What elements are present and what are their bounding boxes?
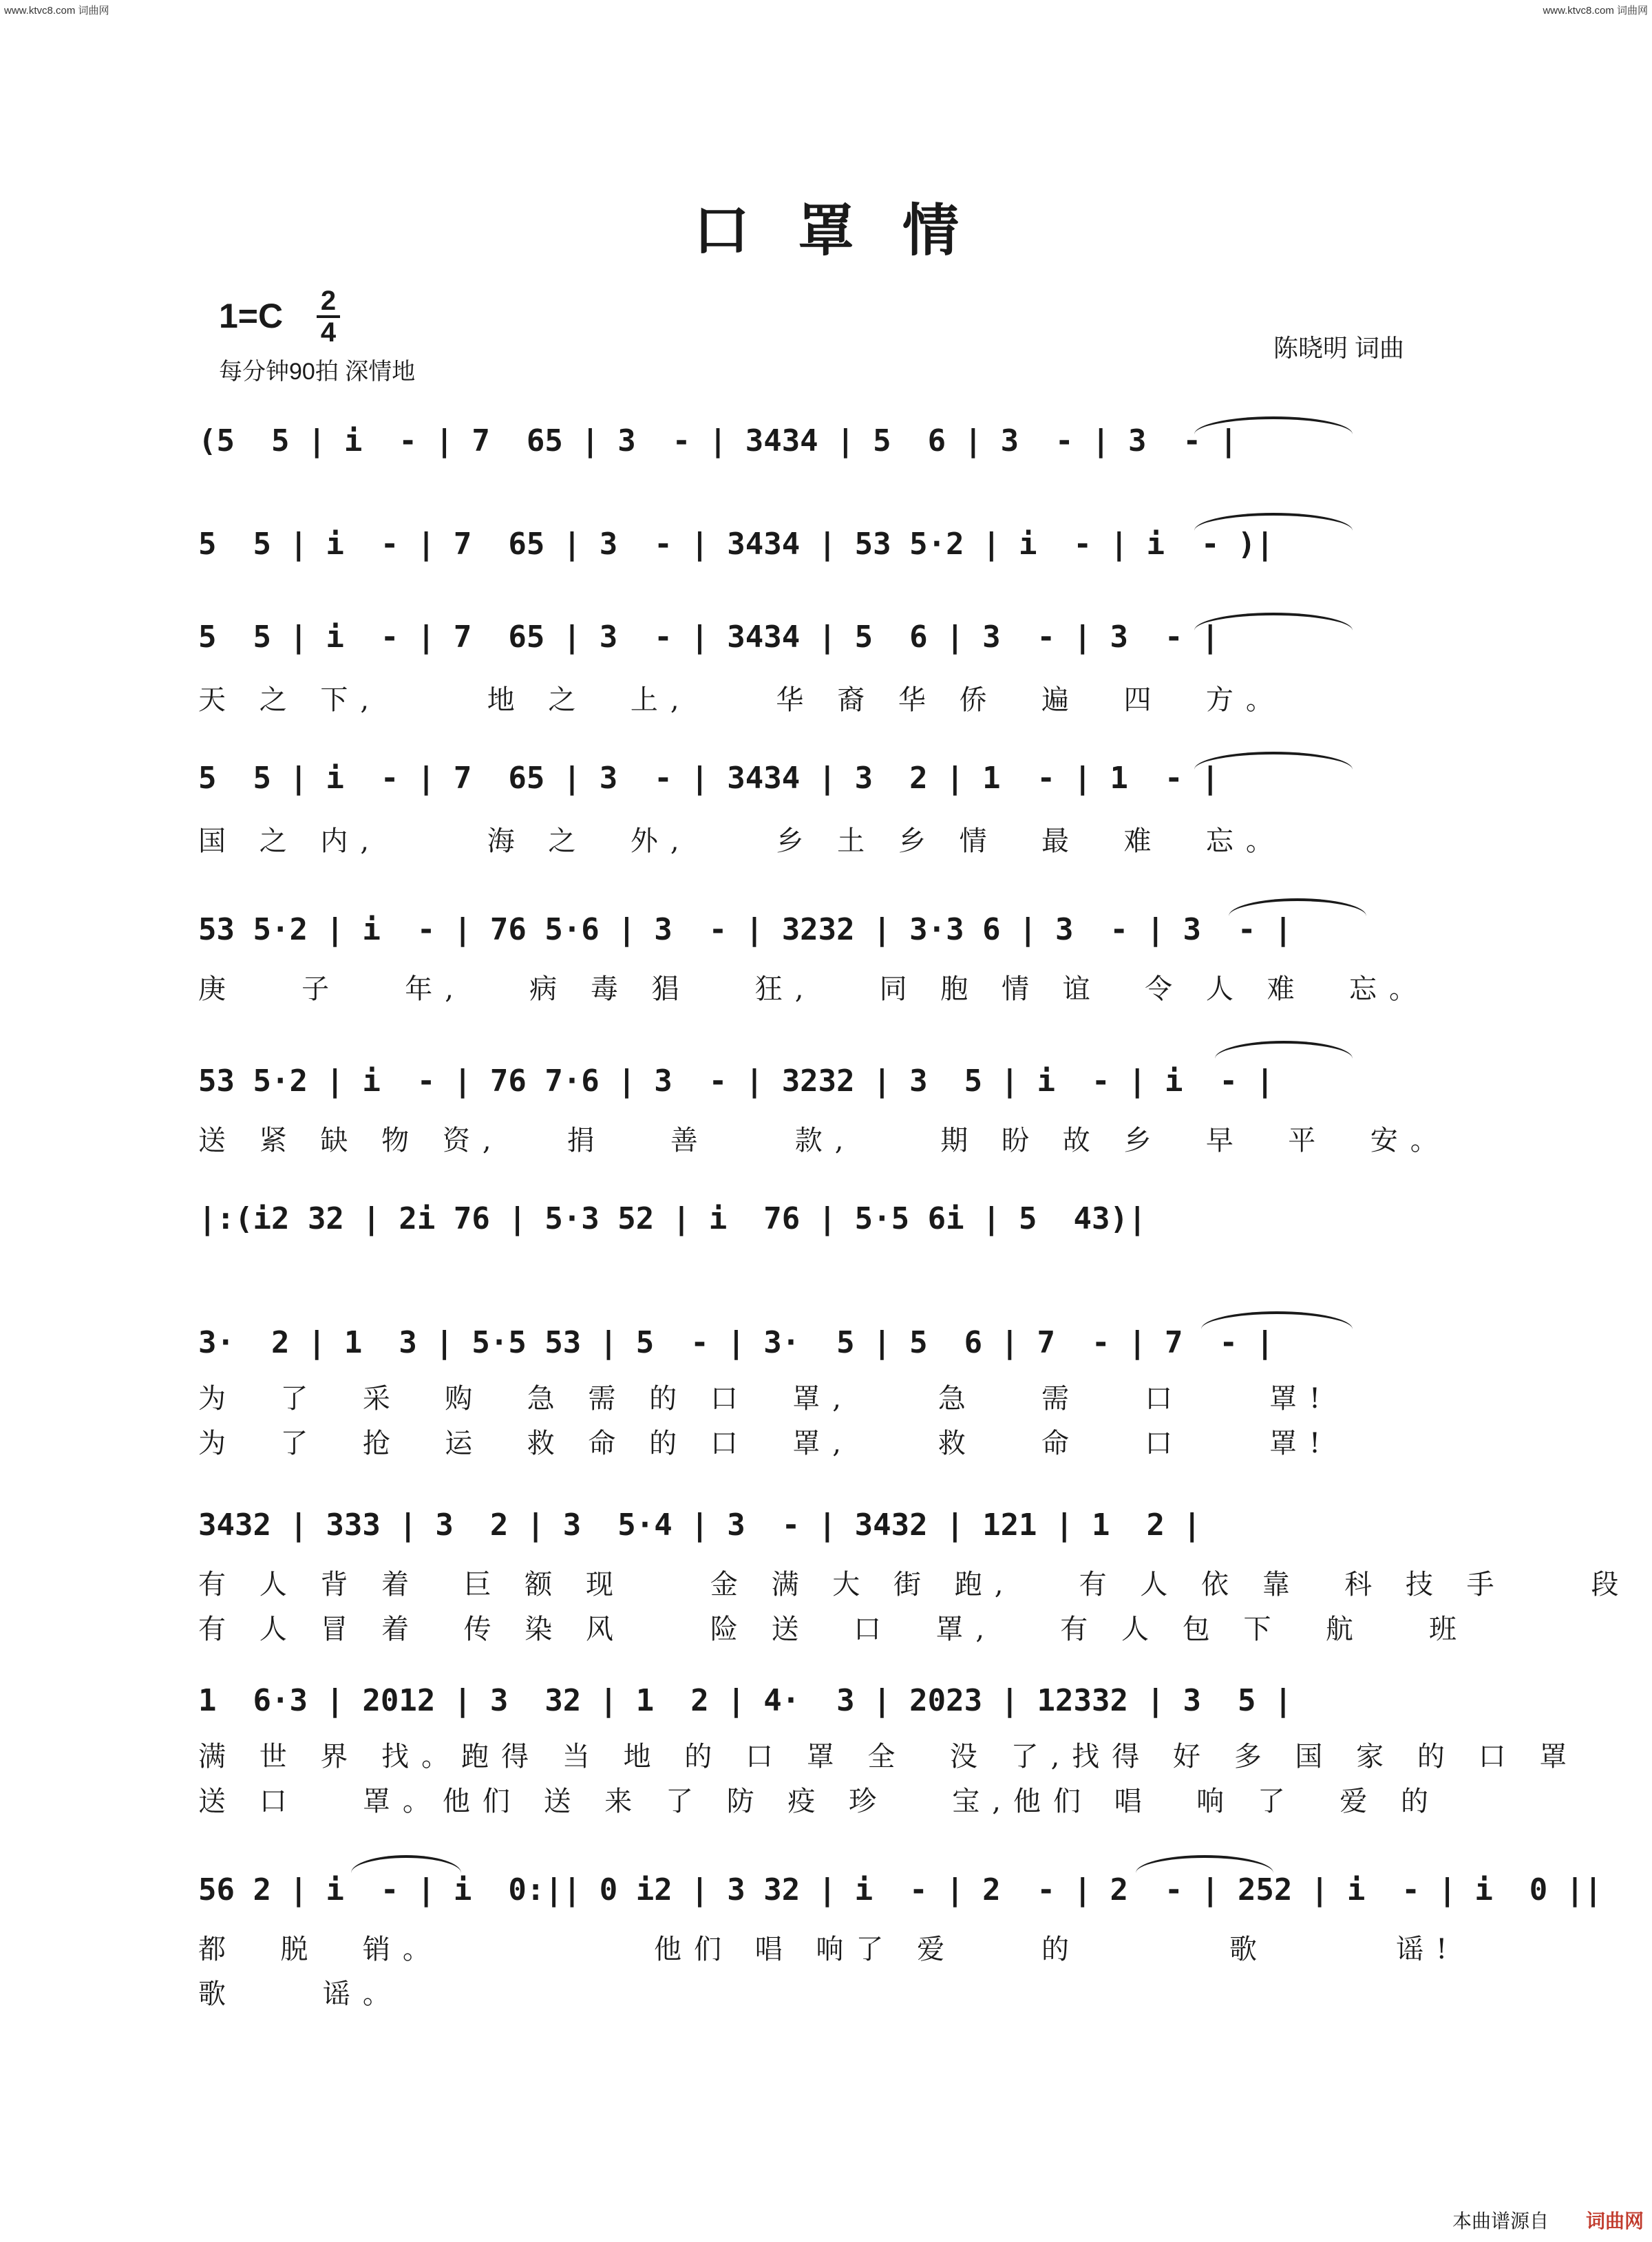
notation-line-5: 53 5·2 | i - | 76 5·6 | 3 - | 3232 | 3·3 6 | 3 - | 3 - | [198, 912, 1293, 947]
notation-line-10: 1 6·3 | 2012 | 3 32 | 1 2 | 4· 3 | 2023 | 12332 | 3 5 | [198, 1683, 1293, 1718]
notation-line-9: 3432 | 333 | 3 2 | 3 5·4 | 3 - | 3432 | 121 | 1 2 | [198, 1508, 1201, 1543]
tempo-marking: 每分钟90拍 深情地 [219, 359, 416, 385]
song-title: 口罩情 [692, 198, 1007, 264]
lyric-line-10-verse2: 送 口 罩。他们 送 来 了 防 疫 珍 宝,他们 唱 响 了 爱 的 [198, 1786, 1441, 1817]
time-signature-top: 2 [320, 286, 337, 316]
time-signature [317, 288, 340, 346]
notation-line-3: 5 5 | i - | 7 65 | 3 - | 3434 | 5 6 | 3 - | 3 - | [198, 620, 1220, 655]
lyric-line-5: 庚 子 年, 病 毒 猖 狂, 同 胞 情 谊 令 人 难 忘。 [198, 973, 1430, 1005]
lyric-line-4: 国 之 内, 海 之 外, 乡 土 乡 情 最 难 忘。 [198, 825, 1286, 857]
site-watermark-left: www.ktvc8.com 词曲网 [4, 5, 109, 17]
slur-mark [1136, 1855, 1273, 1873]
lyric-line-8-verse1: 为 了 采 购 急 需 的 口 罩, 急 需 口 罩! [198, 1383, 1333, 1415]
slur-mark [1194, 513, 1353, 531]
notation-line-6: 53 5·2 | i - | 76 7·6 | 3 - | 3232 | 3 5 | i - | i - | [198, 1064, 1274, 1099]
key-signature: 1=C [219, 297, 284, 335]
composer-credit: 陈晓明 词曲 [1273, 334, 1405, 362]
notation-line-7-interlude: |:(i2 32 | 2i 76 | 5·3 52 | i 76 | 5·5 6i | 5 43)| [198, 1201, 1147, 1236]
footer-site-logo: 词曲网 [1585, 2210, 1644, 2232]
notation-line-4: 5 5 | i - | 7 65 | 3 - | 3434 | 3 2 | 1 - | 1 - | [198, 761, 1220, 796]
site-watermark-right: www.ktvc8.com 词曲网 [1543, 5, 1648, 17]
lyric-line-3: 天 之 下, 地 之 上, 华 裔 华 侨 遍 四 方。 [198, 684, 1286, 716]
notation-line-2: 5 5 | i - | 7 65 | 3 - | 3434 | 53 5·2 | i - | i - )| [198, 527, 1274, 562]
notation-line-11: 56 2 | i - | i 0:|| 0 i2 | 3 32 | i - | 2 - | 2 - | 252 | i - | i 0 || [198, 1872, 1602, 1907]
notation-line-1: (5 5 | i - | 7 65 | 3 - | 3434 | 5 6 | 3 - | 3 - | [198, 423, 1238, 458]
time-signature-bottom: 4 [320, 317, 337, 348]
slur-mark [1201, 1311, 1353, 1329]
lyric-line-10-verse1: 满 世 界 找。跑得 当 地 的 口 罩 全 没 了,找得 好 多 国 家 的 口 罩 [198, 1741, 1580, 1773]
lyric-line-8-verse2: 为 了 抢 运 救 命 的 口 罩, 救 命 口 罩! [198, 1428, 1333, 1459]
lyric-line-9-verse2: 有 人 冒 着 传 染 风 险 送 口 罩, 有 人 包 下 航 班 [198, 1614, 1470, 1645]
lyric-line-11-verse1: 都 脱 销。 他们 唱 响了 爱 的 歌 谣! [198, 1934, 1460, 1965]
slur-mark [351, 1855, 461, 1873]
lyric-line-11-verse2: 歌 谣。 [198, 1978, 403, 2010]
slur-mark [1229, 898, 1366, 916]
footer-source: 本曲谱源自 [1452, 2210, 1549, 2232]
notation-line-8: 3· 2 | 1 3 | 5·5 53 | 5 - | 3· 5 | 5 6 | 7 - | 7 - | [198, 1325, 1274, 1360]
slur-mark [1215, 1041, 1353, 1059]
lyric-line-6: 送 紧 缺 物 资, 捐 善 款, 期 盼 故 乡 早 平 安。 [198, 1125, 1450, 1156]
slur-mark [1194, 613, 1353, 631]
slur-mark [1194, 416, 1353, 434]
lyric-line-9-verse1: 有 人 背 着 巨 额 现 金 满 大 街 跑, 有 人 依 靠 科 技 手 段 [198, 1569, 1631, 1600]
slur-mark [1194, 752, 1353, 770]
